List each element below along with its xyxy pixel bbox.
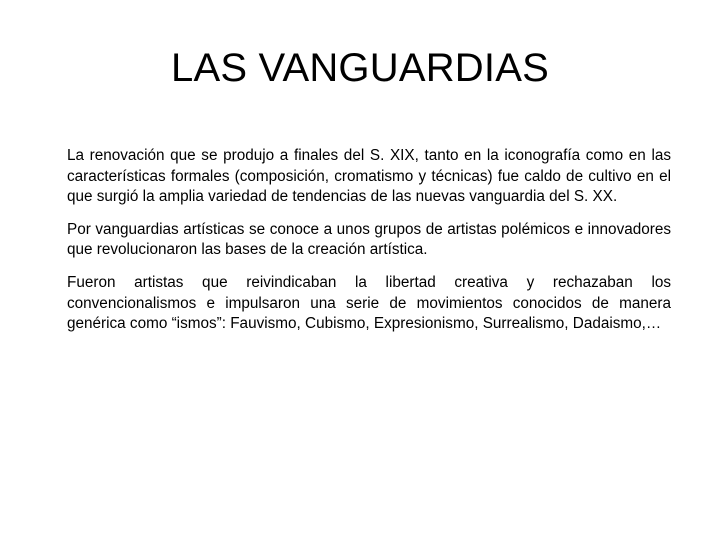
paragraph-ismos: Fueron artistas que reivindicaban la libertad creativa y rechazaban los convencionalismos e impulsaron una serie de movimientos conocidos de manera genérica como “ismos”: Fauvismo, Cubismo, Expresionismo, Surrealismo, Dadaismo,… [67, 273, 671, 333]
paragraph-definicion: Por vanguardias artísticas se conoce a unos grupos de artistas polémicos e innovadores que revolucionaron las bases de la creación artística. [67, 220, 671, 259]
slide-body [67, 146, 671, 347]
paragraph-renovacion: La renovación que se produjo a finales del S. XIX, tanto en la iconografía como en las características formales (composición, cromatismo y técnicas) fue caldo de cultivo en el que surgió la amplia variedad de tendencias de las nuevas vanguardia del S. XX. [67, 147, 671, 206]
slide-title: LAS VANGUARDIAS [171, 46, 549, 90]
